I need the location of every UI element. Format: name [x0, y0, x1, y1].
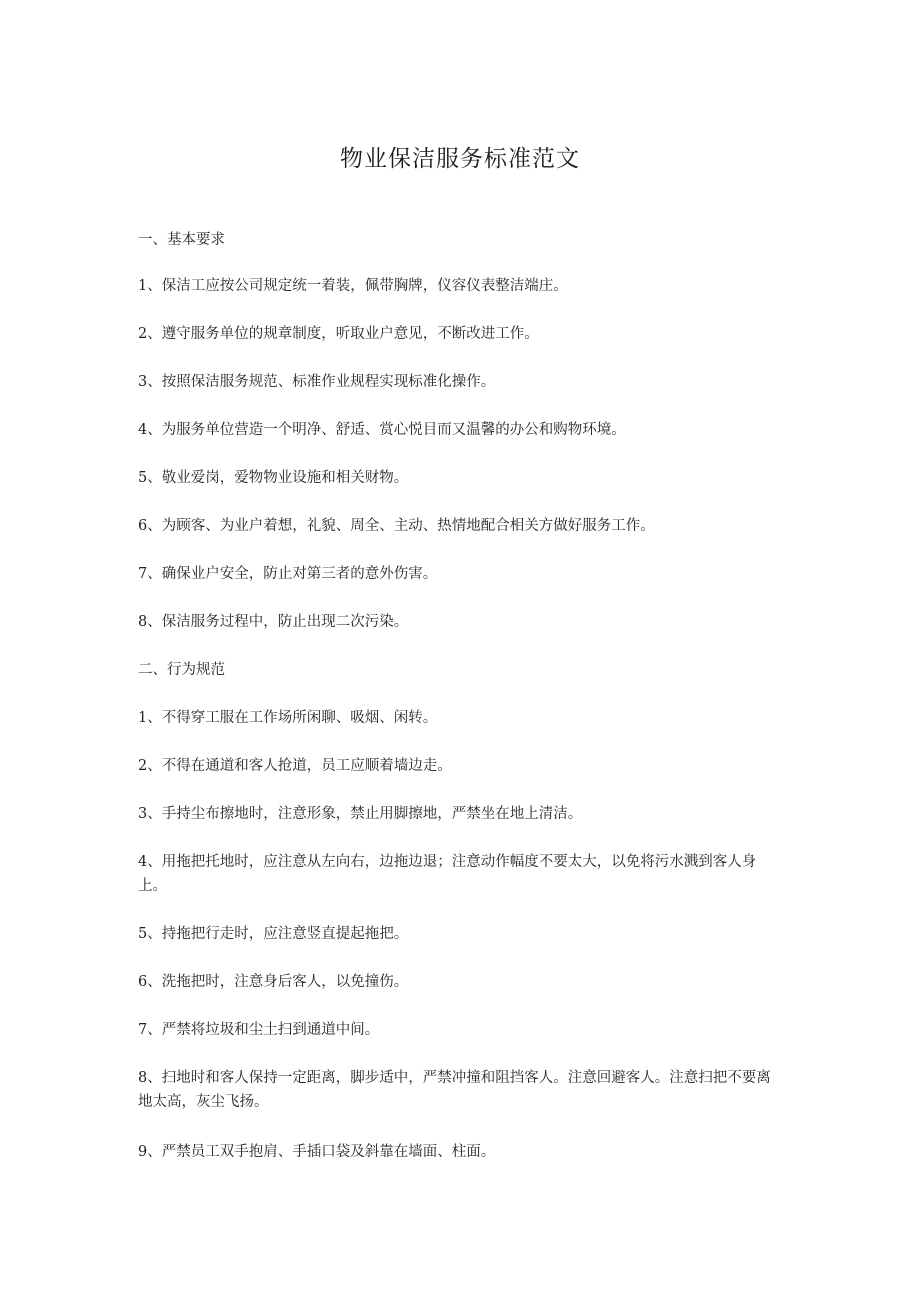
document-title: 物业保洁服务标准范文: [340, 146, 580, 172]
paragraph: 4、为服务单位营造一个明净、舒适、赏心悦目而又温馨的办公和购物环境。: [138, 422, 626, 438]
paragraph: 6、洗拖把时，注意身后客人，以免撞伤。: [138, 974, 409, 990]
paragraph: 3、手持尘布擦地时，注意形象，禁止用脚擦地，严禁坐在地上清洁。: [138, 806, 583, 822]
section-heading-conduct-norms: 二、行为规范: [138, 662, 225, 678]
paragraph: 2、不得在通道和客人抢道，员工应顺着墙边走。: [138, 758, 452, 774]
section-heading-basic-requirements: 一、基本要求: [138, 232, 225, 248]
paragraph: 7、严禁将垃圾和尘土扫到通道中间。: [138, 1022, 380, 1038]
paragraph: 2、遵守服务单位的规章制度，听取业户意见，不断改进工作。: [138, 326, 539, 342]
paragraph: 1、不得穿工服在工作场所闲聊、吸烟、闲转。: [138, 710, 438, 726]
paragraph: 5、持拖把行走时，应注意竖直提起拖把。: [138, 926, 409, 942]
paragraph: 9、严禁员工双手抱肩、手插口袋及斜靠在墙面、柱面。: [138, 1144, 496, 1160]
paragraph: 7、确保业户安全，防止对第三者的意外伤害。: [138, 566, 438, 582]
paragraph: 8、扫地时和客人保持一定距离，脚步适中，严禁冲撞和阻挡客人。注意回避客人。注意扫把不要离地太高，灰尘飞扬。: [138, 1070, 771, 1110]
paragraph: 3、按照保洁服务规范、标准作业规程实现标准化操作。: [138, 374, 496, 390]
paragraph: 5、敬业爱岗，爱物物业设施和相关财物。: [138, 470, 409, 486]
paragraph: 8、保洁服务过程中，防止出现二次污染。: [138, 614, 409, 630]
paragraph: 6、为顾客、为业户着想，礼貌、周全、主动、热情地配合相关方做好服务工作。: [138, 518, 655, 534]
paragraph: 1、保洁工应按公司规定统一着装，佩带胸牌，仪容仪表整洁端庄。: [138, 278, 568, 294]
paragraph: 4、用拖把托地时，应注意从左向右，边拖边退；注意动作幅度不要太大，以免将污水溅到客人身上。: [138, 854, 757, 894]
